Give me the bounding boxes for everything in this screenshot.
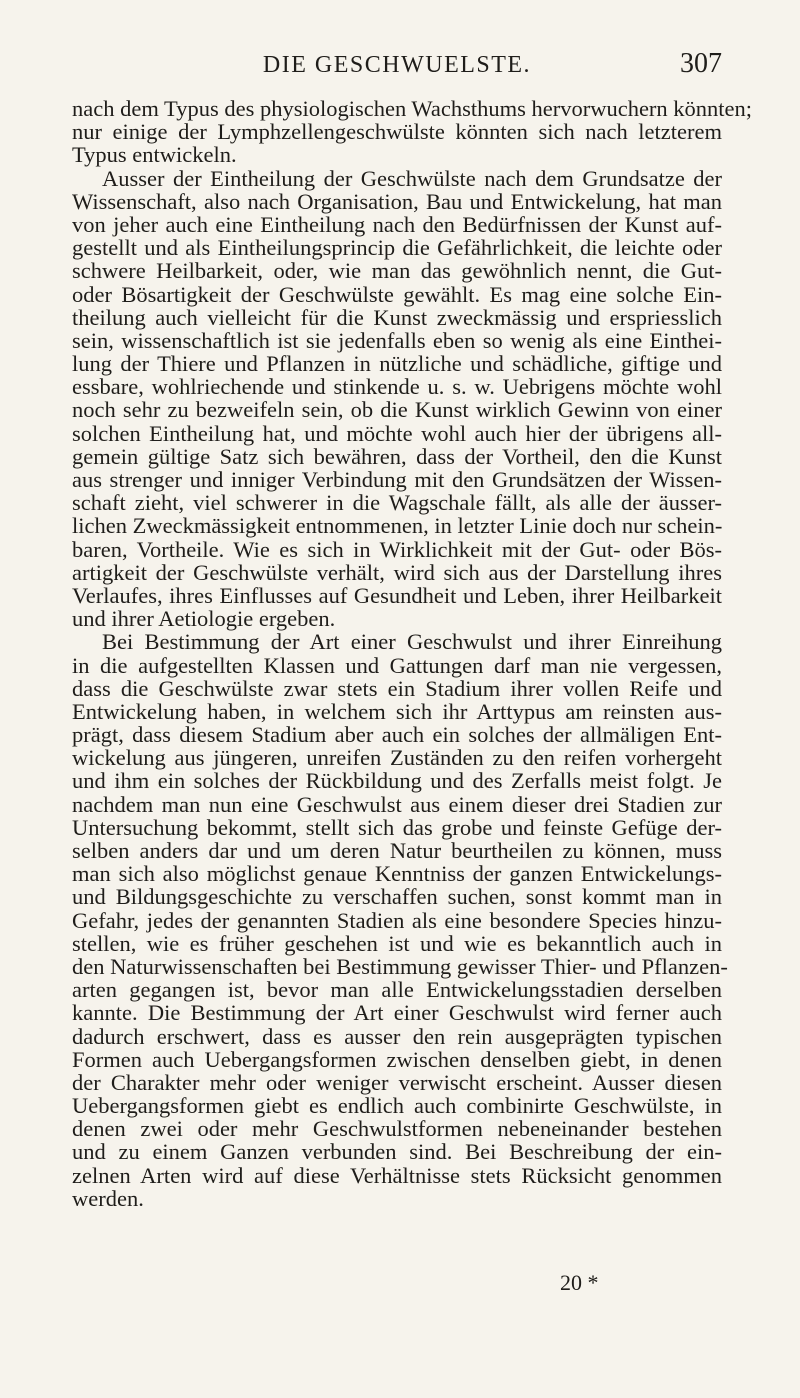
- text-line: theilung auch vielleicht für die Kunst zweckmässig und erspriesslich: [72, 304, 722, 330]
- text-line: Ausser der Eintheilung der Geschwülste nach dem Grundsatze der: [102, 165, 722, 191]
- text-line: baren, Vortheile. Wie es sich in Wirklichkeit mit der Gut- oder Bös-: [72, 536, 722, 562]
- text-line: in die aufgestellten Klassen und Gattungen darf man nie vergessen,: [72, 652, 722, 678]
- text-line: Gefahr, jedes der genannten Stadien als eine besondere Species hinzu-: [72, 907, 722, 933]
- text-line: Wissenschaft, also nach Organisation, Bau und Entwickelung, hat man: [72, 188, 722, 214]
- text-line: arten gegangen ist, bevor man alle Entwickelungsstadien derselben: [72, 977, 722, 1003]
- running-title: DIE GESCHWUELSTE.: [262, 52, 532, 78]
- text-line: denen zwei oder mehr Geschwulstformen nebeneinander bestehen: [72, 1116, 722, 1142]
- text-line: Entwickelung haben, in welchem sich ihr Arttypus am reinsten aus-: [72, 698, 722, 724]
- text-line: schaft zieht, viel schwerer in die Wagschale fällt, als alle der äusser-: [72, 490, 722, 516]
- text-line: solchen Eintheilung hat, und möchte wohl auch hier der übrigens all-: [72, 420, 722, 446]
- text-line: und zu einem Ganzen verbunden sind. Bei Beschreibung der ein-: [72, 1139, 722, 1165]
- text-line: dass die Geschwülste zwar stets ein Stadium ihrer vollen Reife und: [72, 675, 722, 701]
- text-line: Typus entwickeln.: [72, 142, 237, 168]
- text-line: aus strenger und inniger Verbindung mit den Grundsätzen der Wissen-: [72, 467, 722, 492]
- text-line: stellen, wie es früher geschehen ist und wie es bekanntlich auch in: [72, 930, 722, 956]
- paragraph: [72, 167, 722, 631]
- text-line: gemein gültige Satz sich bewähren, dass der Vortheil, den die Kunst: [72, 443, 722, 469]
- text-line: und Bildungsgeschichte zu verschaffen suchen, sonst kommt man in: [72, 884, 722, 910]
- text-line: dadurch erschwert, dass es ausser den rein ausgeprägten typischen: [72, 1023, 722, 1049]
- text-line: Uebergangsformen giebt es endlich auch combinirte Geschwülste, in: [72, 1093, 722, 1119]
- text-line: der Charakter mehr oder weniger verwischt erscheint. Ausser diesen: [72, 1069, 722, 1095]
- text-line: lung der Thiere und Pflanzen in nützliche und schädliche, giftige und: [72, 351, 722, 377]
- text-line: gestellt und als Eintheilungsprincip die Gefährlichkeit, die leichte oder: [72, 235, 722, 261]
- text-line: Verlaufes, ihres Einflusses auf Gesundheit und Leben, ihrer Heilbarkeit: [72, 582, 722, 608]
- signature-mark: 20 *: [560, 1270, 599, 1295]
- text-line: Formen auch Uebergangsformen zwischen denselben giebt, in denen: [72, 1046, 722, 1072]
- body-text: [72, 96, 753, 1211]
- text-line: wickelung aus jüngeren, unreifen Zuständen zu den reifen vorhergeht: [72, 745, 722, 771]
- text-line: nach dem Typus des physiologischen Wachsthums hervorwuchern könnten;: [72, 96, 753, 121]
- text-line: artigkeit der Geschwülste verhält, wird sich aus der Darstellung ihres: [72, 559, 722, 585]
- text-line: nachdem man nun eine Geschwulst aus einem dieser drei Stadien zur: [72, 791, 722, 817]
- page-header: [72, 44, 722, 84]
- text-line: und ihm ein solches der Rückbildung und des Zerfalls meist folgt. Je: [72, 768, 722, 794]
- text-line: prägt, dass diesem Stadium aber auch ein solches der allmäligen Ent-: [72, 722, 722, 748]
- text-line: den Naturwissenschaften bei Bestimmung gewisser Thier- und Pflanzen-: [72, 953, 728, 979]
- paragraph: [72, 629, 728, 1211]
- text-line: werden.: [72, 1185, 144, 1211]
- text-line: von jeher auch eine Eintheilung nach den Bedürfnissen der Kunst auf-: [72, 211, 722, 237]
- text-line: lichen Zweckmässigkeit entnommenen, in letzter Linie doch nur schein-: [72, 513, 723, 539]
- text-line: noch sehr zu bezweifeln sein, ob die Kunst wirklich Gewinn von einer: [72, 397, 722, 423]
- text-line: oder Bösartigkeit der Geschwülste gewählt. Es mag eine solche Ein-: [72, 281, 722, 307]
- text-line: man sich also möglichst genaue Kenntniss der ganzen Entwickelungs-: [72, 861, 722, 887]
- paragraph: [72, 96, 753, 168]
- text-line: kannte. Die Bestimmung der Art einer Geschwulst wird ferner auch: [72, 1000, 722, 1026]
- text-line: sein, wissenschaftlich ist sie jedenfalls eben so wenig als eine Einthei-: [72, 327, 722, 353]
- text-line: und ihrer Aetiologie ergeben.: [72, 606, 336, 632]
- text-line: essbare, wohlriechende und stinkende u. s. w. Uebrigens möchte wohl: [72, 374, 722, 400]
- text-line: Bei Bestimmung der Art einer Geschwulst und ihrer Einreihung: [102, 629, 722, 655]
- text-line: Untersuchung bekommt, stellt sich das grobe und feinste Gefüge der-: [72, 814, 722, 840]
- page-number: 307: [680, 48, 722, 79]
- text-line: selben anders dar und um deren Natur beurtheilen zu können, muss: [72, 838, 722, 863]
- text-line: zelnen Arten wird auf diese Verhältnisse stets Rücksicht genommen: [72, 1162, 722, 1188]
- text-line: nur einige der Lymphzellengeschwülste könnten sich nach letzterem: [72, 119, 722, 145]
- text-line: schwere Heilbarkeit, oder, wie man das gewöhnlich nennt, die Gut-: [72, 258, 722, 284]
